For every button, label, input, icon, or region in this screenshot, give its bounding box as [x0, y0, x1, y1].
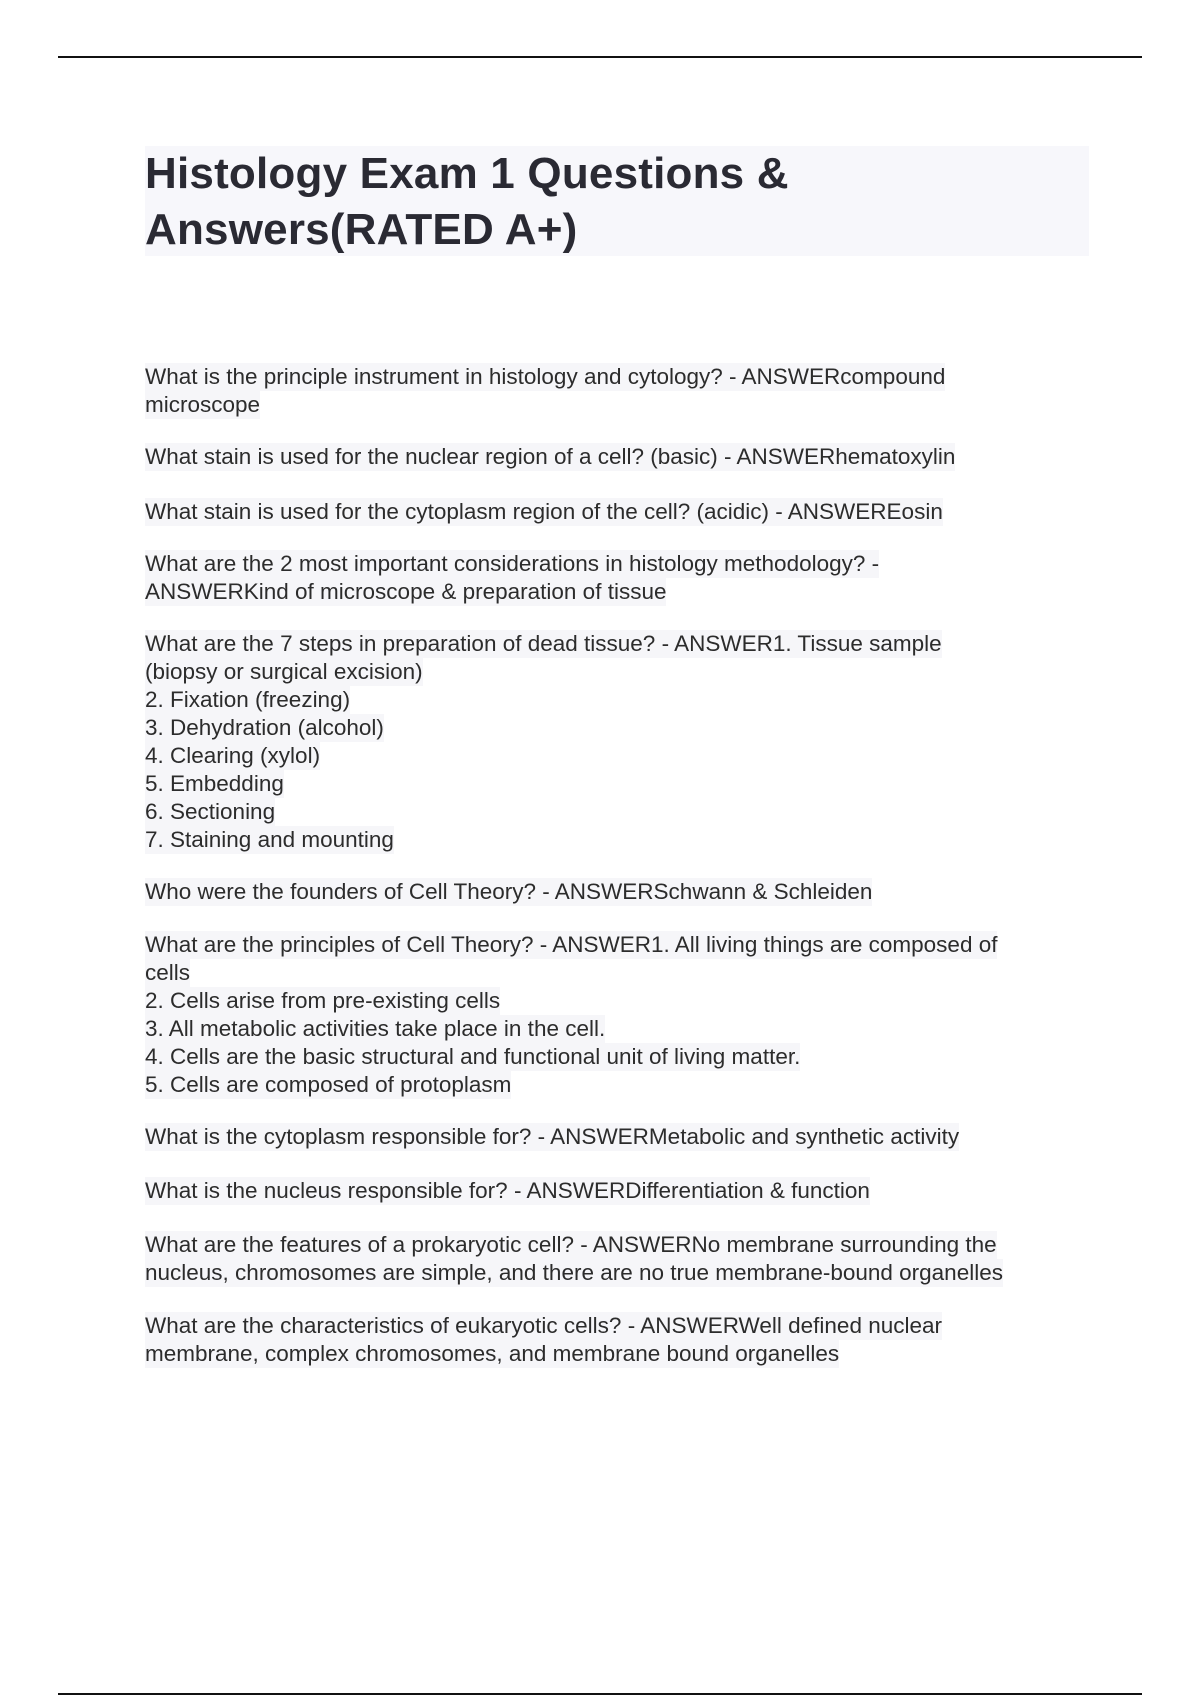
- qa-line: 6. Sectioning: [145, 799, 276, 824]
- page-title: [145, 146, 1089, 258]
- qa-line: What is the nucleus responsible for? - ANSWERDifferentiation & function: [145, 1178, 870, 1203]
- qa-line: ANSWERKind of microscope & preparation of tissue: [145, 579, 667, 604]
- qa-item: [145, 878, 1085, 906]
- qa-list: [145, 339, 1085, 1368]
- qa-line: What is the principle instrument in histology and cytology? - ANSWERcompound: [145, 364, 946, 389]
- qa-line: 5. Embedding: [145, 771, 284, 796]
- qa-item: [145, 1123, 1085, 1151]
- qa-line: What are the 2 most important considerations in histology methodology? -: [145, 551, 880, 576]
- qa-line: What stain is used for the cytoplasm region of the cell? (acidic) - ANSWEREosin: [145, 499, 943, 524]
- qa-line: nucleus, chromosomes are simple, and there are no true membrane-bound organelles: [145, 1260, 1003, 1285]
- qa-line: cells: [145, 960, 191, 985]
- qa-line: microscope: [145, 392, 261, 417]
- qa-item: [145, 443, 1085, 471]
- qa-line: 2. Fixation (freezing): [145, 687, 351, 712]
- qa-item: [145, 1312, 1085, 1368]
- qa-item: [145, 931, 1085, 1099]
- qa-line: 7. Staining and mounting: [145, 827, 394, 852]
- qa-line: What are the 7 steps in preparation of dead tissue? - ANSWER1. Tissue sample: [145, 631, 942, 656]
- qa-line: membrane, complex chromosomes, and membrane bound organelles: [145, 1341, 840, 1366]
- qa-line: What are the principles of Cell Theory? - ANSWER1. All living things are composed of: [145, 932, 998, 957]
- qa-line: What stain is used for the nuclear region of a cell? (basic) - ANSWERhematoxylin: [145, 444, 956, 469]
- qa-item: [145, 1231, 1085, 1287]
- qa-item: [145, 498, 1085, 526]
- qa-line: What are the features of a prokaryotic cell? - ANSWERNo membrane surrounding the: [145, 1232, 997, 1257]
- bottom-rule: [58, 1693, 1142, 1695]
- qa-line: 4. Cells are the basic structural and functional unit of living matter.: [145, 1044, 801, 1069]
- title-block: [145, 146, 1089, 256]
- qa-item: [145, 363, 1085, 419]
- qa-line: What are the characteristics of eukaryotic cells? - ANSWERWell defined nuclear: [145, 1313, 943, 1338]
- title-line: Answers(RATED A+): [145, 205, 578, 254]
- qa-line: 2. Cells arise from pre-existing cells: [145, 988, 501, 1013]
- qa-line: Who were the founders of Cell Theory? - ANSWERSchwann & Schleiden: [145, 879, 873, 904]
- qa-line: 3. All metabolic activities take place in the cell.: [145, 1016, 606, 1041]
- qa-item: [145, 630, 1085, 854]
- qa-line: 5. Cells are composed of protoplasm: [145, 1072, 512, 1097]
- qa-line: 4. Clearing (xylol): [145, 743, 321, 768]
- qa-line: 3. Dehydration (alcohol): [145, 715, 384, 740]
- qa-item: [145, 1177, 1085, 1205]
- qa-item: [145, 550, 1085, 606]
- top-rule: [58, 56, 1142, 58]
- qa-line: (biopsy or surgical excision): [145, 659, 423, 684]
- title-line: Histology Exam 1 Questions &: [145, 149, 789, 198]
- qa-line: What is the cytoplasm responsible for? - ANSWERMetabolic and synthetic activity: [145, 1124, 960, 1149]
